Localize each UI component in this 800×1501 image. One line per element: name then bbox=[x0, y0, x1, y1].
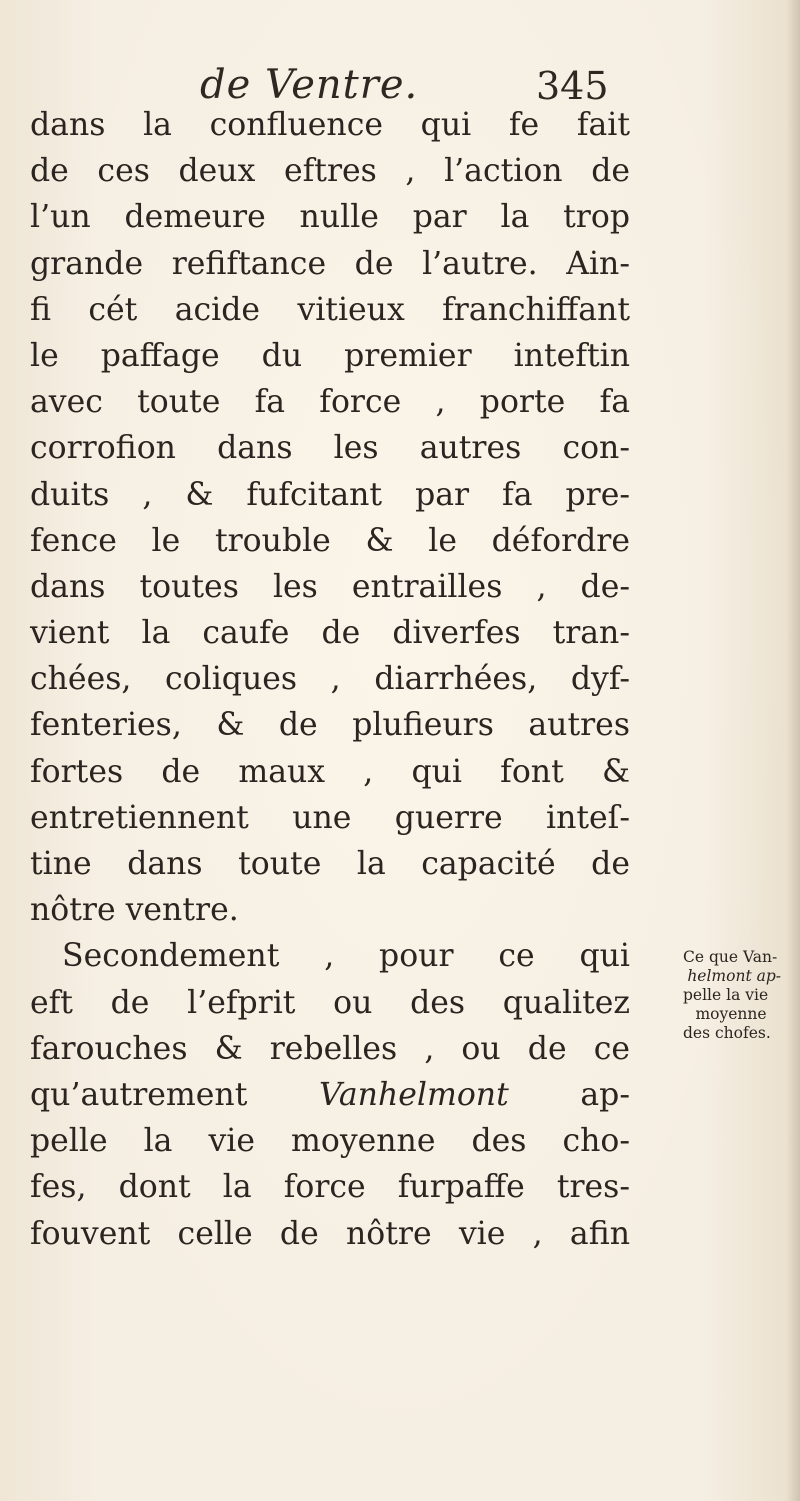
text-line: pelle la vie moyenne des cho- bbox=[30, 1123, 630, 1160]
text-line: fence le trouble & le défordre bbox=[30, 522, 630, 559]
page-edge-shadow bbox=[786, 0, 800, 1501]
text-line: le paffage du premier inteftin bbox=[30, 337, 630, 374]
text-line-with-name bbox=[30, 1072, 630, 1118]
text-line: entretiennent une guerre inteſ- bbox=[30, 799, 630, 836]
running-title: de Ventre. bbox=[200, 62, 419, 108]
text-line: chées, coliques , diarrhées, dyf- bbox=[30, 661, 630, 698]
text-line: tine dans toute la capacité de bbox=[30, 846, 630, 882]
text-line: corrofion dans les autres con- bbox=[30, 430, 630, 467]
text-line: fes, dont la force furpaffe tres- bbox=[30, 1169, 630, 1206]
text-line: de ces deux eftres , l’action de bbox=[30, 153, 630, 190]
text-line: dans toutes les entrailles , de- bbox=[30, 568, 630, 605]
body-text bbox=[30, 102, 630, 1257]
text-line: avec toute fa force , porte fa bbox=[30, 384, 630, 421]
text-line: fi cét acide vitieux franchiffant bbox=[30, 291, 630, 328]
margin-note-line: moyenne bbox=[695, 1005, 767, 1023]
text-line: eft de l’efprit ou des qualitez bbox=[30, 984, 630, 1021]
text-line: fouvent celle de nôtre vie , afin bbox=[30, 1215, 630, 1252]
margin-note-line: helmont ap- bbox=[687, 967, 781, 985]
margin-note-line: Ce que Van- bbox=[683, 948, 778, 966]
text-line: dans la confluence qui fe fait bbox=[30, 107, 630, 143]
text-line: grande refiftance de l’autre. Ain- bbox=[30, 245, 630, 282]
paragraph-start-line: Secondement , pour ce qui bbox=[62, 938, 630, 975]
text-line: fortes de maux , qui font & bbox=[30, 753, 630, 790]
author-name: Vanhelmont bbox=[319, 1076, 509, 1113]
page-number: 345 bbox=[536, 64, 609, 108]
margin-note-line: pelle la vie bbox=[683, 986, 769, 1004]
text-line: farouches & rebelles , ou de ce bbox=[30, 1030, 630, 1067]
line-text-before-name: qu’autrement bbox=[30, 1076, 320, 1113]
margin-note bbox=[683, 948, 795, 1043]
paragraph-end-line: nôtre ventre. bbox=[30, 892, 239, 929]
text-line: duits , & fufcitant par fa pre- bbox=[30, 476, 630, 513]
line-text-after-name: ap- bbox=[508, 1076, 630, 1113]
text-line: fenteries, & de plufieurs autres bbox=[30, 707, 630, 744]
text-line: l’un demeure nulle par la trop bbox=[30, 199, 630, 236]
margin-note-line: des chofes. bbox=[683, 1024, 771, 1042]
text-line: vient la caufe de diverfes tran- bbox=[30, 615, 630, 652]
